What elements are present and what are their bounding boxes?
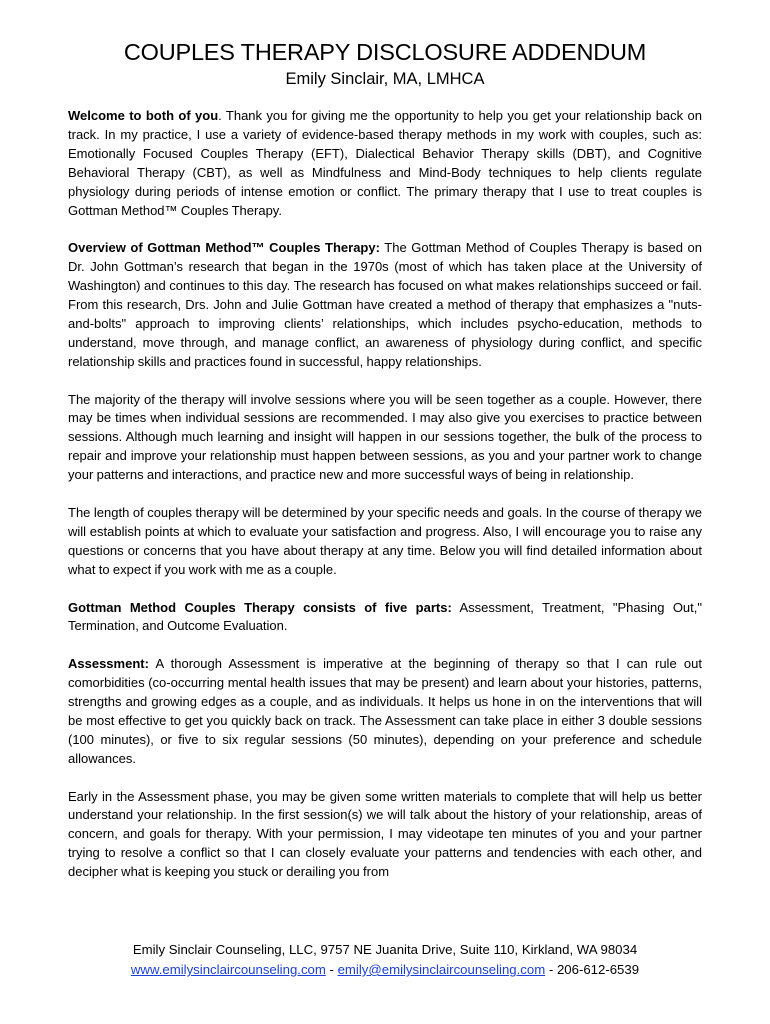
assessment-paragraph	[68, 655, 702, 768]
five-parts-lead: Gottman Method Couples Therapy consists of five parts:	[68, 599, 452, 615]
overview-text: The Gottman Method of Couples Therapy is based on Dr. John Gottman’s research that began in the 1970s (most of which has taken place at the University of Washington) and continues to this day. The research has focused on what makes relationships succeed or fail. From this research, Drs. John and Julie Gottman have created a method of therapy that emphasizes a "nuts-and-bolts" approach to improving clients’ relationships, which includes psycho-education, methods to understand, move through, and manage conflict, an awareness of physiology during conflict, and specific relationship skills and practices found in successful, happy relationships.	[68, 240, 702, 369]
welcome-paragraph	[68, 107, 702, 220]
document-body	[68, 107, 702, 901]
footer-contact-line	[0, 960, 770, 980]
footer-separator: -	[545, 962, 557, 977]
assessment-text: A thorough Assessment is imperative at the beginning of therapy so that I can rule out comorbidities (co-occurring mental health issues that may be present) and learn about your histories, patterns, strengths and growing edges as a couple, and as individuals. It helps us hone in on the interventions that will be most effective to get you quickly back on track. The Assessment can take place in either 3 double sessions (100 minutes), or five to six regular sessions (50 minutes), depending on your preference and schedule allowances.	[68, 656, 702, 766]
website-link[interactable]: www.emilysinclaircounseling.com	[130, 962, 326, 977]
welcome-text: . Thank you for giving me the opportunity to help you get your relationship back on track. In my practice, I use a variety of evidence-based therapy methods in my work with couples, such as: Emotionally Focused Couples Therapy (EFT), Dialectical Behavior Therapy skills (DBT), and Cognitive Behavioral Therapy (CBT), as well as Mindfulness and Mind-Body techniques to help clients regulate physiology during periods of intense emotion or conflict. The primary therapy that I use to treat couples is Gottman Method™ Couples Therapy.	[68, 108, 702, 218]
footer-separator: -	[325, 962, 338, 977]
page-footer	[0, 940, 770, 980]
five-parts-text: Assessment, Treatment, "Phasing Out," Termination, and Outcome Evaluation.	[68, 599, 702, 634]
email-link[interactable]: emily@emilysinclaircounseling.com	[337, 962, 546, 977]
length-paragraph: The length of couples therapy will be determined by your specific needs and goals. In the course of therapy we will establish points at which to evaluate your satisfaction and progress. Also, I will encourage you to raise any questions or concerns that you have about therapy at any time. Below you will find detailed information about what to expect if you work with me as a couple.	[68, 504, 702, 577]
five-parts-paragraph	[68, 599, 702, 637]
footer-phone: 206-612-6539	[556, 962, 640, 977]
page-title: COUPLES THERAPY DISCLOSURE ADDENDUM	[123, 39, 647, 65]
overview-lead: Overview of Gottman Method™ Couples Therapy:	[68, 240, 380, 256]
majority-paragraph: The majority of the therapy will involve sessions where you will be seen together as a couple. However, there may be times when individual sessions are recommended. I may also give you exercises to practice between sessions. Although much learning and insight will happen in our sessions together, the bulk of the process to repair and improve your relationship must happen between sessions, as you and your partner work to change your patterns and interactions, and practice new and more successful ways of being in relationship.	[68, 391, 702, 483]
footer-address: Emily Sinclair Counseling, LLC, 9757 NE Juanita Drive, Suite 110, Kirkland, WA 98034	[132, 942, 638, 957]
early-assessment-paragraph: Early in the Assessment phase, you may be given some written materials to complete that will help us better understand your relationship. In the first session(s) we will talk about the history of your relationship, areas of concern, and goals for therapy. With your permission, I may videotape ten minutes of you and your partner trying to resolve a conflict so that I can closely evaluate your patterns and tendencies with each other, and decipher what is keeping you stuck or derailing you from	[68, 788, 702, 880]
overview-paragraph	[68, 239, 702, 371]
page-subtitle: Emily Sinclair, MA, LMHCA	[285, 70, 485, 88]
assessment-lead: Assessment:	[68, 656, 149, 672]
welcome-lead: Welcome to both of you	[68, 108, 219, 123]
